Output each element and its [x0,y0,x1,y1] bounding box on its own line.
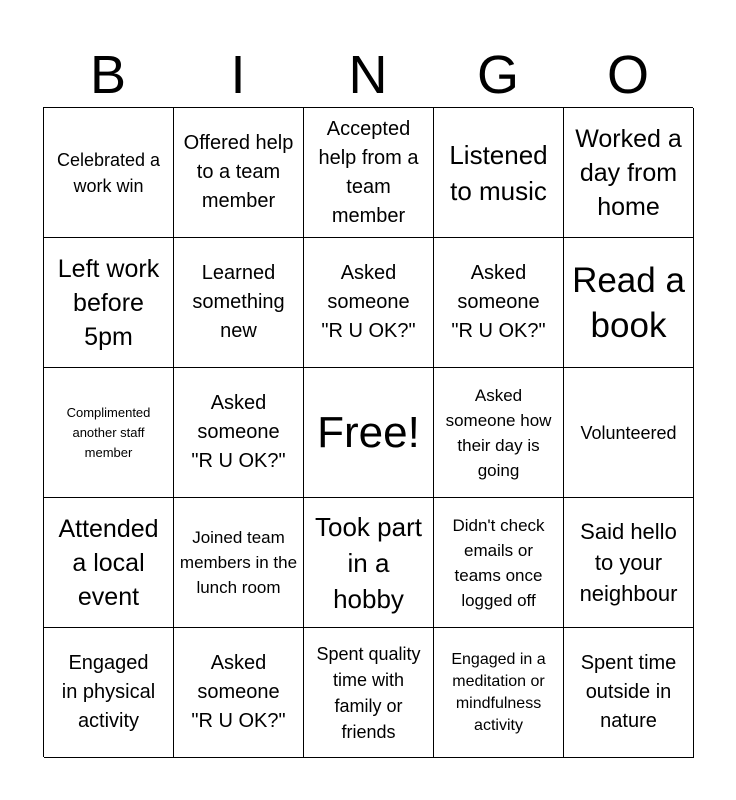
cell-text: Celebrated a work win [56,149,161,196]
bingo-cell[interactable] [44,238,174,368]
bingo-cell[interactable] [434,628,564,758]
header-letter-g: G [476,45,519,105]
cell-text: Asked someone how their day is going [445,385,552,480]
bingo-cell[interactable] [434,238,564,368]
cell-text: Complimented another staff member [66,404,151,460]
cell-text: Didn't check emails or teams once logged off [452,515,545,610]
bingo-cell[interactable] [564,108,694,238]
cell-text: Asked someone "R U OK?" [191,652,286,732]
cell-text: Read a book [572,260,685,345]
cell-text: Spent quality time with family or friends [316,643,421,742]
header-letter-n: N [348,45,388,105]
bingo-cell[interactable] [304,498,434,628]
bingo-cell[interactable] [174,498,304,628]
bingo-cell[interactable] [174,108,304,238]
bingo-cell[interactable] [304,238,434,368]
bingo-cell[interactable] [564,498,694,628]
cell-text: Said hello to your neighbour [579,519,678,606]
cell-text: Worked a day from home [575,124,682,221]
cell-text: Engaged in a meditation or mindfulness activity [451,650,546,734]
cell-text: Attended a local event [58,514,159,611]
bingo-grid [43,107,693,757]
bingo-cell[interactable] [174,628,304,758]
cell-text: Accepted help from a team member [318,117,419,227]
cell-text: Joined team members in the lunch room [179,528,298,597]
bingo-cell[interactable] [434,368,564,498]
bingo-cell[interactable] [434,108,564,238]
bingo-cell[interactable] [304,628,434,758]
cell-text: Offered help to a team member [183,132,294,212]
bingo-cell[interactable] [174,238,304,368]
bingo-cell[interactable] [304,108,434,238]
cell-text: Learned something new [192,262,285,342]
cell-text: Asked someone "R U OK?" [191,392,286,472]
bingo-cell[interactable] [44,498,174,628]
header-letter-o: O [606,45,649,105]
bingo-header [43,44,693,106]
bingo-cell[interactable] [564,628,694,758]
cell-text: Spent time outside in nature [580,652,677,732]
bingo-cell[interactable] [44,628,174,758]
cell-text: Took part in a hobby [315,511,422,614]
free-space-cell[interactable] [304,368,434,498]
header-letter-b: B [89,45,127,105]
bingo-cell[interactable] [174,368,304,498]
bingo-cell[interactable] [44,108,174,238]
cell-text: Engaged in physical activity [61,652,156,732]
bingo-cell[interactable] [564,238,694,368]
cell-text: Listened to music [449,139,548,206]
bingo-cell[interactable] [564,368,694,498]
cell-text: Left work before 5pm [57,254,160,351]
free-space-text: Free! [317,407,420,457]
cell-text: Volunteered [580,422,677,443]
cell-text: Asked someone "R U OK?" [321,262,416,342]
bingo-cell[interactable] [44,368,174,498]
bingo-cell[interactable] [434,498,564,628]
header-letter-i: I [230,45,246,105]
cell-text: Asked someone "R U OK?" [451,262,546,342]
